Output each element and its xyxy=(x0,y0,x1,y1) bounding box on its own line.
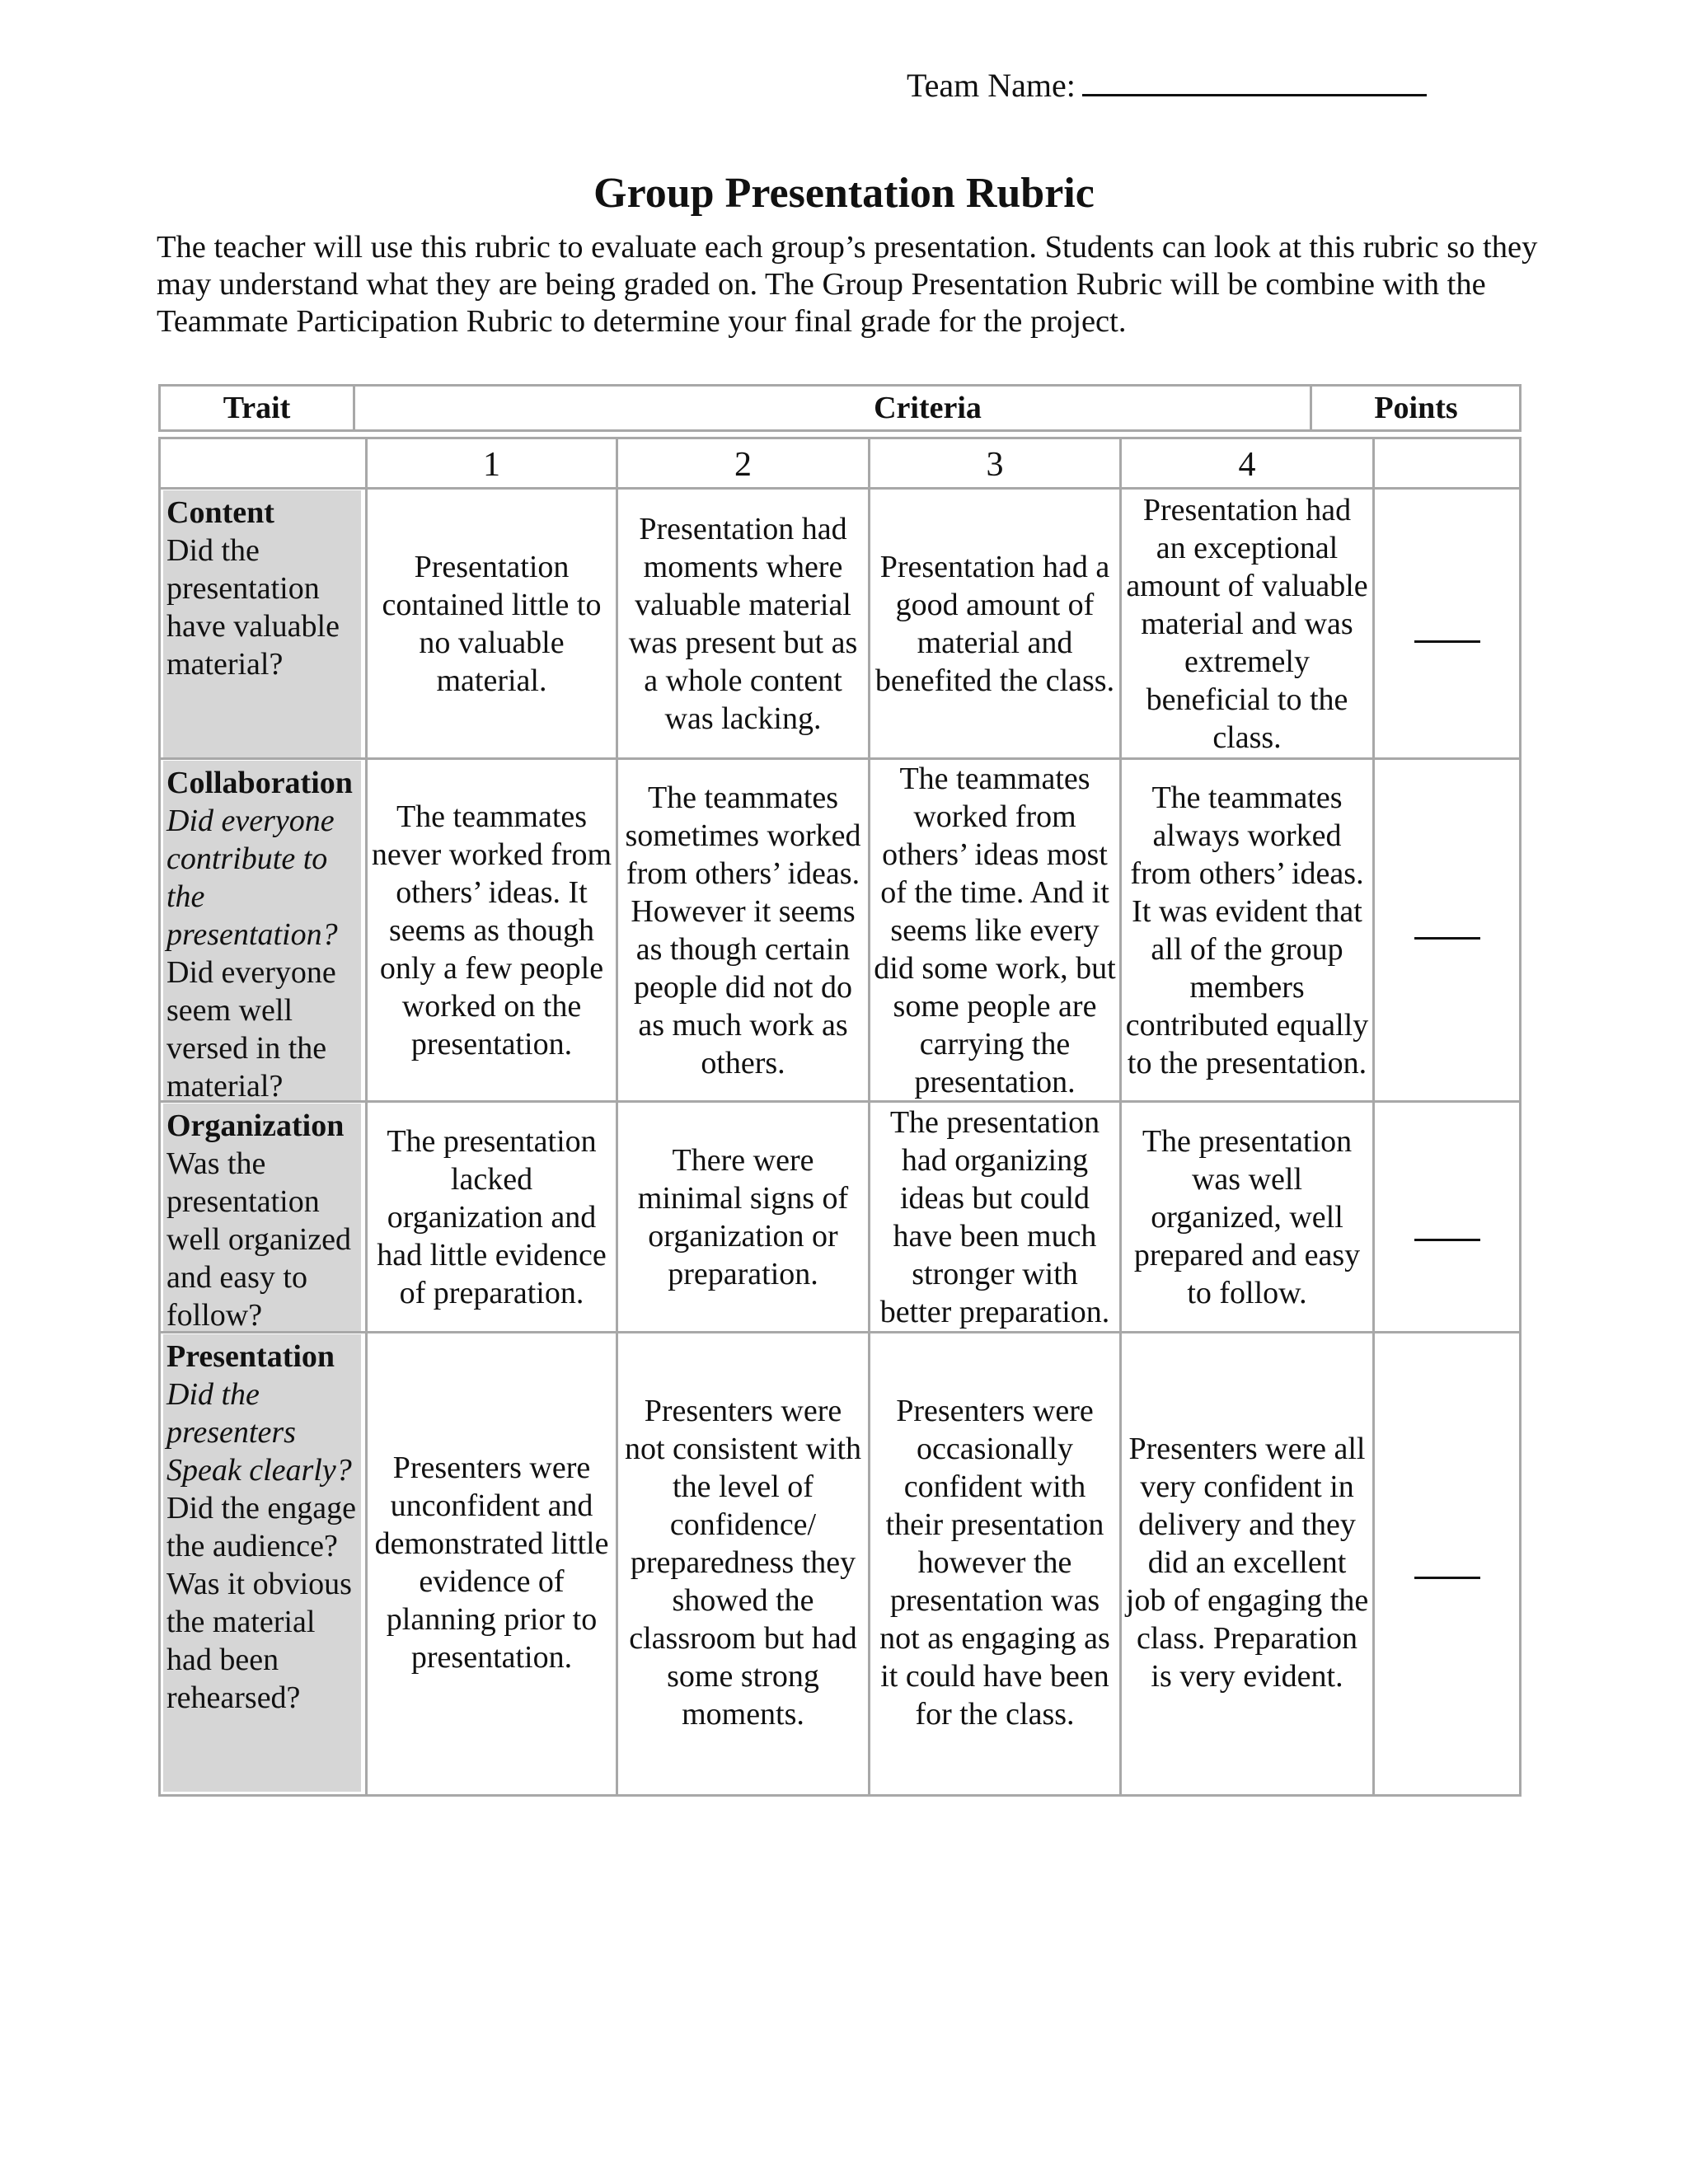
points-blank-collaboration[interactable] xyxy=(1414,937,1480,940)
criteria-cell: Presentation contained little to no valuable material. xyxy=(382,549,602,698)
score-2: 2 xyxy=(734,446,752,484)
column-divider xyxy=(1372,439,1375,1794)
rubric-header-row xyxy=(158,384,1522,432)
intro-paragraph: The teacher will use this rubric to evaluate each group’s presentation. Students can look at this rubric so they may understand what they are being graded on. The Group Presentation Rubric will be combine with the Teammate Participation Rubric to determine your final grade for the project. xyxy=(157,230,1538,339)
trait-question-2: Did the engage the audience? Was it obvious the material had been rehearsed? xyxy=(166,1491,357,1715)
criteria-cell: The teammates never worked from others’ ideas. It seems as though only a few people worked on the presentation. xyxy=(371,799,612,1062)
trait-name: Content xyxy=(166,495,274,530)
criteria-cell: The teammates sometimes worked from others’ ideas. However it seems as though certain people did not do as much work as others. xyxy=(625,780,861,1080)
criteria-cell: Presenters were occasionally confident with their presentation however the presentation was not as engaging as it could have been for the class. xyxy=(879,1394,1110,1732)
page-title: Group Presentation Rubric xyxy=(593,170,1095,217)
criteria-cell: Presenters were all very confident in delivery and they did an excellent job of engaging the class. Preparation is very evident. xyxy=(1125,1432,1369,1694)
criteria-cell: Presenters were not consistent with the level of confidence/ preparedness they showed the classroom but had some strong moments. xyxy=(624,1394,862,1732)
criteria-cell: The presentation had organizing ideas but could have been much stronger with better preparation. xyxy=(879,1104,1110,1329)
criteria-header: Criteria xyxy=(874,391,982,425)
trait-question: Did everyone contribute to the presentation? xyxy=(166,804,338,952)
criteria-cell: Presenters were unconfident and demonstrated little evidence of planning prior to presentation. xyxy=(374,1451,609,1675)
team-name-blank[interactable] xyxy=(1082,64,1427,96)
criteria-cell: The teammates worked from others’ ideas most of the time. And it seems like every did some work, but some people are carrying the presentation. xyxy=(874,761,1116,1099)
criteria-cell: Presentation had moments where valuable material was present but as a whole content was lacking. xyxy=(628,511,858,736)
trait-content xyxy=(163,490,361,757)
points-header: Points xyxy=(1374,391,1458,425)
score-1: 1 xyxy=(483,446,500,484)
team-name-field[interactable] xyxy=(907,64,1427,105)
trait-question: Was the presentation well organized and easy to follow? xyxy=(166,1146,352,1333)
trait-question: Did the presenters Speak clearly? xyxy=(166,1377,352,1488)
trait-name: Presentation xyxy=(166,1339,335,1374)
criteria-cell: Presentation had a good amount of material and benefited the class. xyxy=(874,549,1115,698)
criteria-cell: The presentation was well organized, well prepared and easy to follow. xyxy=(1133,1123,1361,1310)
points-blank-content[interactable] xyxy=(1414,640,1480,643)
criteria-cell: There were minimal signs of organization or preparation. xyxy=(637,1142,849,1291)
criteria-cell: Presentation had an exceptional amount of valuable material and was extremely beneficial to the class. xyxy=(1126,492,1368,755)
trait-organization xyxy=(163,1104,361,1331)
score-3: 3 xyxy=(986,446,1004,484)
trait-header: Trait xyxy=(223,391,291,425)
score-4: 4 xyxy=(1238,446,1256,484)
trait-presentation xyxy=(163,1334,361,1792)
rubric-table xyxy=(158,437,1522,1797)
trait-question: Did the presentation have valuable material? xyxy=(166,533,340,682)
trait-name: Organization xyxy=(166,1108,345,1143)
trait-name: Collaboration xyxy=(166,766,353,800)
points-blank-organization[interactable] xyxy=(1414,1239,1480,1241)
trait-question-2: Did everyone seem well versed in the material? xyxy=(166,955,336,1104)
points-blank-presentation[interactable] xyxy=(1414,1577,1480,1579)
trait-collaboration xyxy=(163,761,361,1104)
team-name-label: Team Name: xyxy=(907,67,1076,104)
criteria-cell: The teammates always worked from others’ ideas. It was evident that all of the group members contributed equally to the presentation. xyxy=(1125,780,1369,1080)
criteria-cell: The presentation lacked organization and had little evidence of preparation. xyxy=(377,1123,607,1310)
